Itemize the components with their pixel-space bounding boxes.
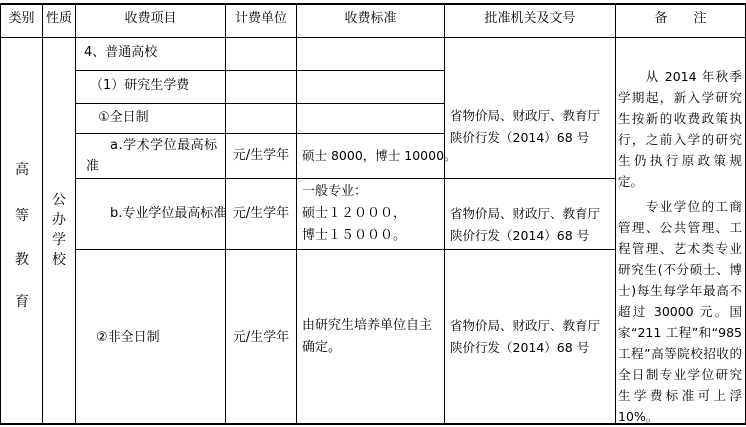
remark-paragraph-policy: 从 2014 年秋季学期起，新入学研究生按新的收费政策执行，之前入学的研究生仍执行原政策规定。 — [618, 69, 742, 189]
item-professional-degree: b.专业学位最高标准 — [110, 206, 227, 221]
item-general-university: 4、普通高校 — [84, 45, 158, 60]
col-divider — [615, 3, 616, 424]
standard-part-time-2: 确定。 — [302, 340, 342, 355]
header-bottom-border — [0, 37, 746, 38]
col-divider — [75, 3, 76, 424]
approval-part-time-2: 陕价行发（2014）68 号 — [450, 340, 590, 355]
category-char: 育 — [15, 294, 29, 310]
col-divider — [42, 3, 43, 424]
header-nature: 性质 — [45, 11, 72, 26]
header-remark: 备 注 — [654, 11, 707, 26]
standard-professional-1: 一般专业： — [302, 184, 368, 199]
row-divider — [75, 178, 615, 179]
standard-academic: 硕士 8000，博士 10000。 — [302, 148, 457, 163]
category-char: 高 — [15, 162, 29, 178]
item-part-time: ②非全日制 — [96, 330, 160, 345]
item-academic-degree: a.学术学位最高标 — [110, 138, 218, 153]
nature-char: 学 — [52, 232, 66, 248]
row-divider — [75, 70, 444, 71]
item-graduate-tuition: （1）研究生学费 — [90, 78, 190, 93]
header-item: 收费项目 — [124, 11, 177, 26]
category-char: 等 — [15, 208, 29, 224]
nature-char: 公 — [52, 192, 66, 208]
col-divider — [296, 3, 297, 424]
item-academic-degree-cont: 准 — [86, 159, 100, 174]
header-standard: 收费标准 — [344, 11, 397, 26]
nature-char: 校 — [52, 252, 66, 268]
category-char: 教 — [15, 252, 29, 268]
standard-professional-2: 硕士１２０００， — [302, 206, 407, 221]
row-divider — [75, 249, 615, 250]
approval-professional-2: 陕价行发（2014）68 号 — [450, 228, 590, 243]
approval-full-time-2: 陕价行发（2014）68 号 — [450, 130, 590, 145]
header-approval: 批准机关及文号 — [484, 11, 576, 26]
header-unit: 计费单位 — [234, 11, 287, 26]
approval-part-time-1: 省物价局、财政厅、教育厅 — [450, 318, 601, 333]
approval-full-time-1: 省物价局、财政厅、教育厅 — [450, 108, 601, 123]
remark-note — [618, 66, 742, 427]
nature-char: 办 — [52, 212, 66, 228]
item-full-time: ①全日制 — [98, 110, 149, 125]
remark-paragraph-professional: 专业学位的工商管理、公共管理、工程管理、艺术类专业研究生(不分硕士、博士)每生每学年最高不超过 30000 元。国家“211 工程”和“985 工程”高等院校招收的全日制专业学位研究生学费标准可上浮 10%。 — [618, 199, 742, 424]
standard-professional-3: 博士１５０００。 — [302, 228, 407, 243]
unit-part-time: 元/生学年 — [232, 330, 290, 345]
table-top-border — [0, 3, 746, 5]
unit-professional: 元/生学年 — [232, 206, 290, 221]
header-category: 类别 — [8, 11, 35, 26]
col-divider — [444, 3, 445, 424]
row-divider — [75, 133, 444, 134]
table-left-border — [0, 3, 1, 424]
approval-professional-1: 省物价局、财政厅、教育厅 — [450, 206, 601, 221]
standard-part-time-1: 由研究生培养单位自主 — [302, 318, 433, 333]
row-divider — [75, 103, 444, 104]
unit-academic: 元/生学年 — [232, 148, 290, 163]
